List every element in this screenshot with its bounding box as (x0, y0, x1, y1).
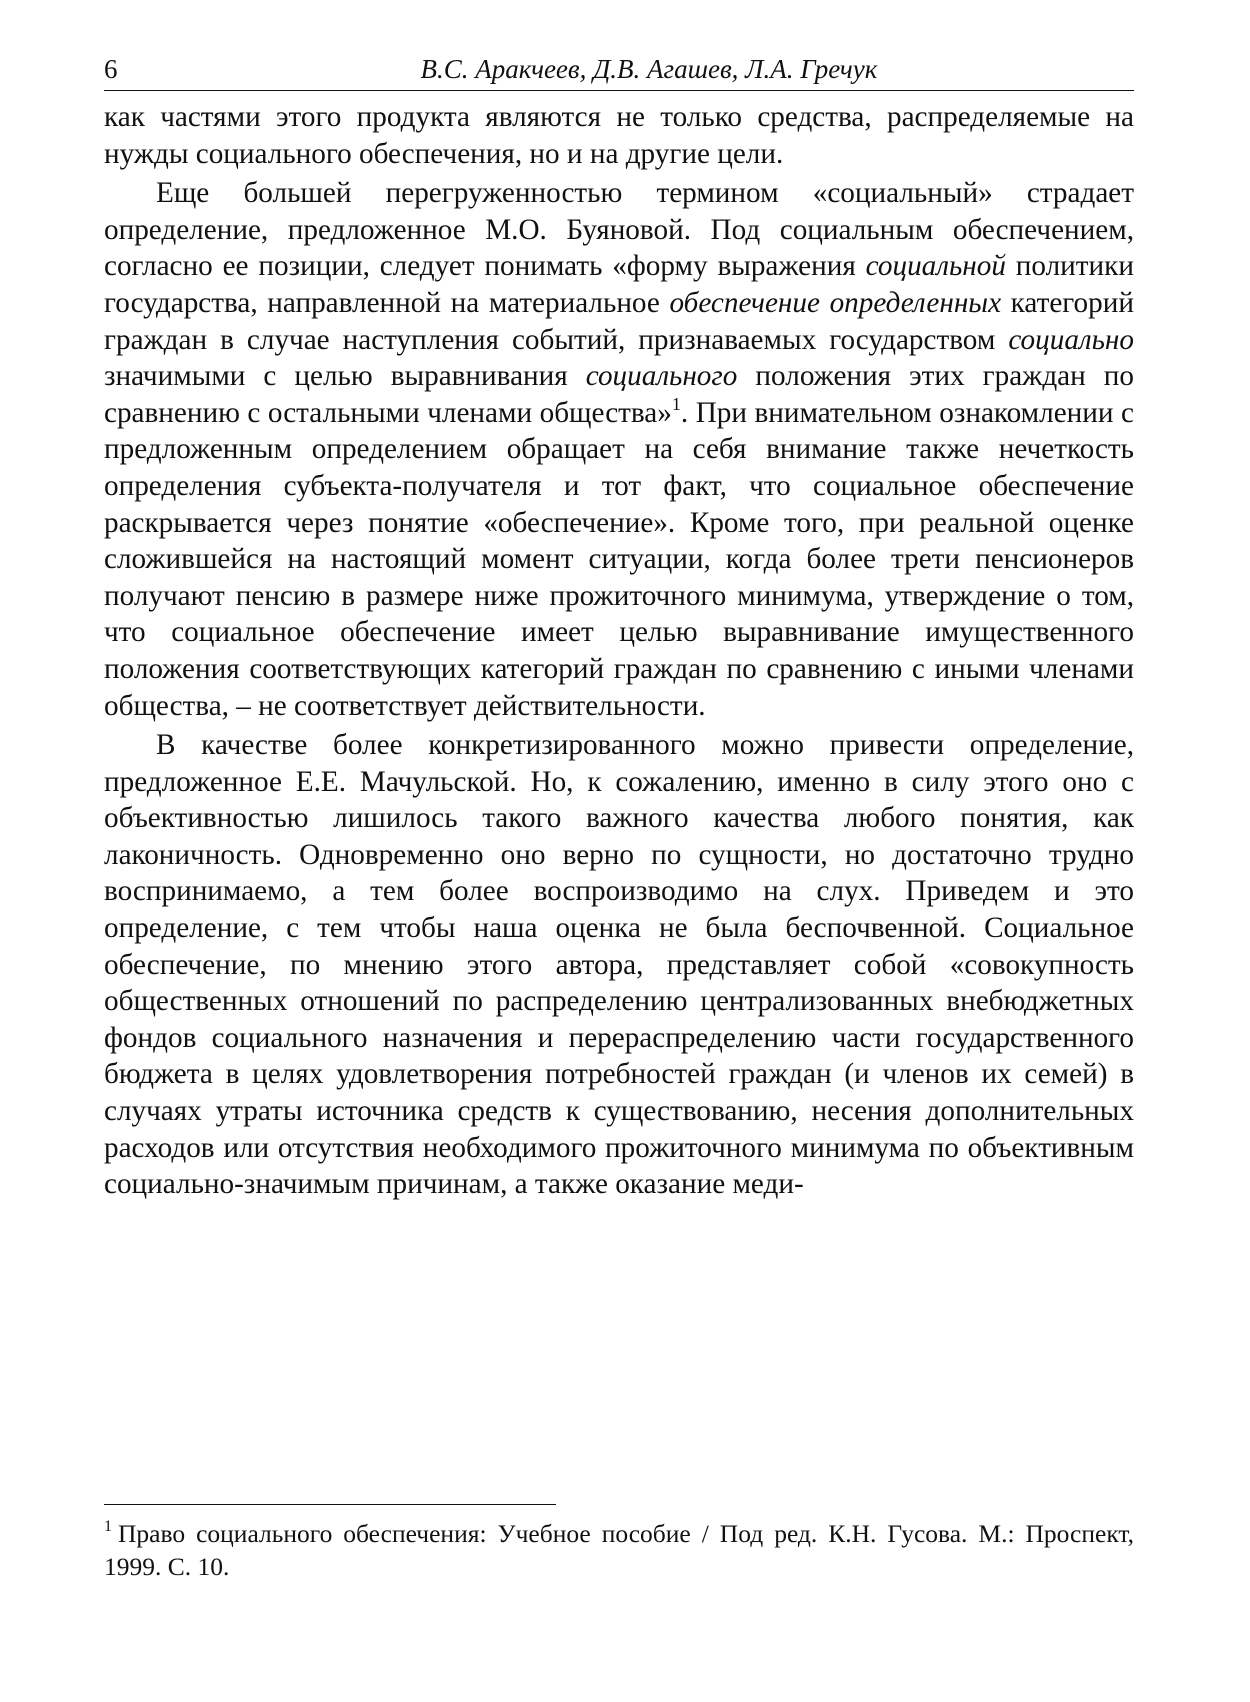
paragraph-1 (104, 99, 1134, 172)
paragraph-text: как частями этого продукта являются не только средства, распределяемые на нужды социального обеспечения, но и на другие цели. (104, 101, 1134, 170)
italic-emphasis: социального (585, 360, 738, 393)
running-head (104, 50, 1134, 88)
footnote-area (104, 1504, 1134, 1583)
paragraph-text: В качестве более конкретизированного можно привести определение, предложенное Е.Е. Мачульской. Но, к сожалению, именно в силу этого оно с объективностью лишилось такого важного качества любого понятия, как лаконичность. Одновременно оно верно по сущности, но достаточно трудно воспринимаемо, а тем более воспроизводимо на слух. Приведем и это определение, с тем чтобы наша оценка не была беспочвенной. Социальное обеспечение, по мнению этого автора, представляет собой «совокупность общественных отношений по распределению централизованных внебюджетных фондов социального назначения и перераспределению части государственного бюджета в целях удовлетворения потребностей граждан (и членов их семей) в случаях утраты источника средств к существованию, несения дополнительных расходов или отсутствия необходимого прожиточного минимума по объективным социально-значимым причинам, а также оказание меди- (104, 729, 1134, 1201)
footnote-text: Право социального обеспечения: Учебное пособие / Под ред. К.Н. Гусова. М.: Проспект, 1999. С. 10. (104, 1519, 1134, 1581)
footnote-reference: 1 (671, 393, 681, 414)
page-number: 6 (104, 54, 118, 84)
paragraph-2 (104, 175, 1134, 724)
footnote-marker: 1 (104, 1518, 112, 1535)
header-rule (104, 90, 1134, 91)
paragraph-text: . При внимательном ознакомлении с предложенным определением обращает на себя внимание также нечеткость определения субъекта-получателя и тот факт, что социальное обеспечение раскрывается через понятие «обеспечение». Кроме того, при реальной оценке сложившейся на настоящий момент ситуации, когда более трети пенсионеров получают пенсию в размере ниже прожиточного минимума, утверждение о том, что социальное обеспечение имеет целью выравнивание имущественного положения соответствующих категорий граждан по сравнению с иными членами общества, – не соответствует действительности. (104, 396, 1134, 722)
italic-emphasis: социально (1008, 323, 1134, 356)
paragraph-text: значимыми с целью выравнивания (104, 360, 586, 393)
italic-emphasis: обеспечение определенных (669, 286, 1002, 319)
header-authors: В.С. Аракчеев, Д.В. Агашев, Л.А. Гречук (420, 54, 878, 84)
paragraph-text: положения этих граждан по сравнению с остальными членами общества» (104, 360, 1134, 429)
footnote (104, 1517, 1134, 1583)
paragraph-text: категорий граждан в случае наступления событий, признаваемых государством (104, 286, 1134, 356)
paragraph-text: Еще большей перегруженностью термином «социальный» страдает определение, предложенное М.О. Буяновой. Под социальным обеспечением, согласно ее позиции, следует понимать «форму выражения (104, 177, 1134, 283)
paragraph-3 (104, 727, 1134, 1203)
book-page (104, 50, 1134, 1203)
body-text (104, 99, 1134, 1203)
italic-emphasis: социальной (865, 250, 1006, 283)
footnote-rule (104, 1504, 556, 1505)
paragraph-text: политики государства, направленной на материальное (104, 250, 1134, 319)
